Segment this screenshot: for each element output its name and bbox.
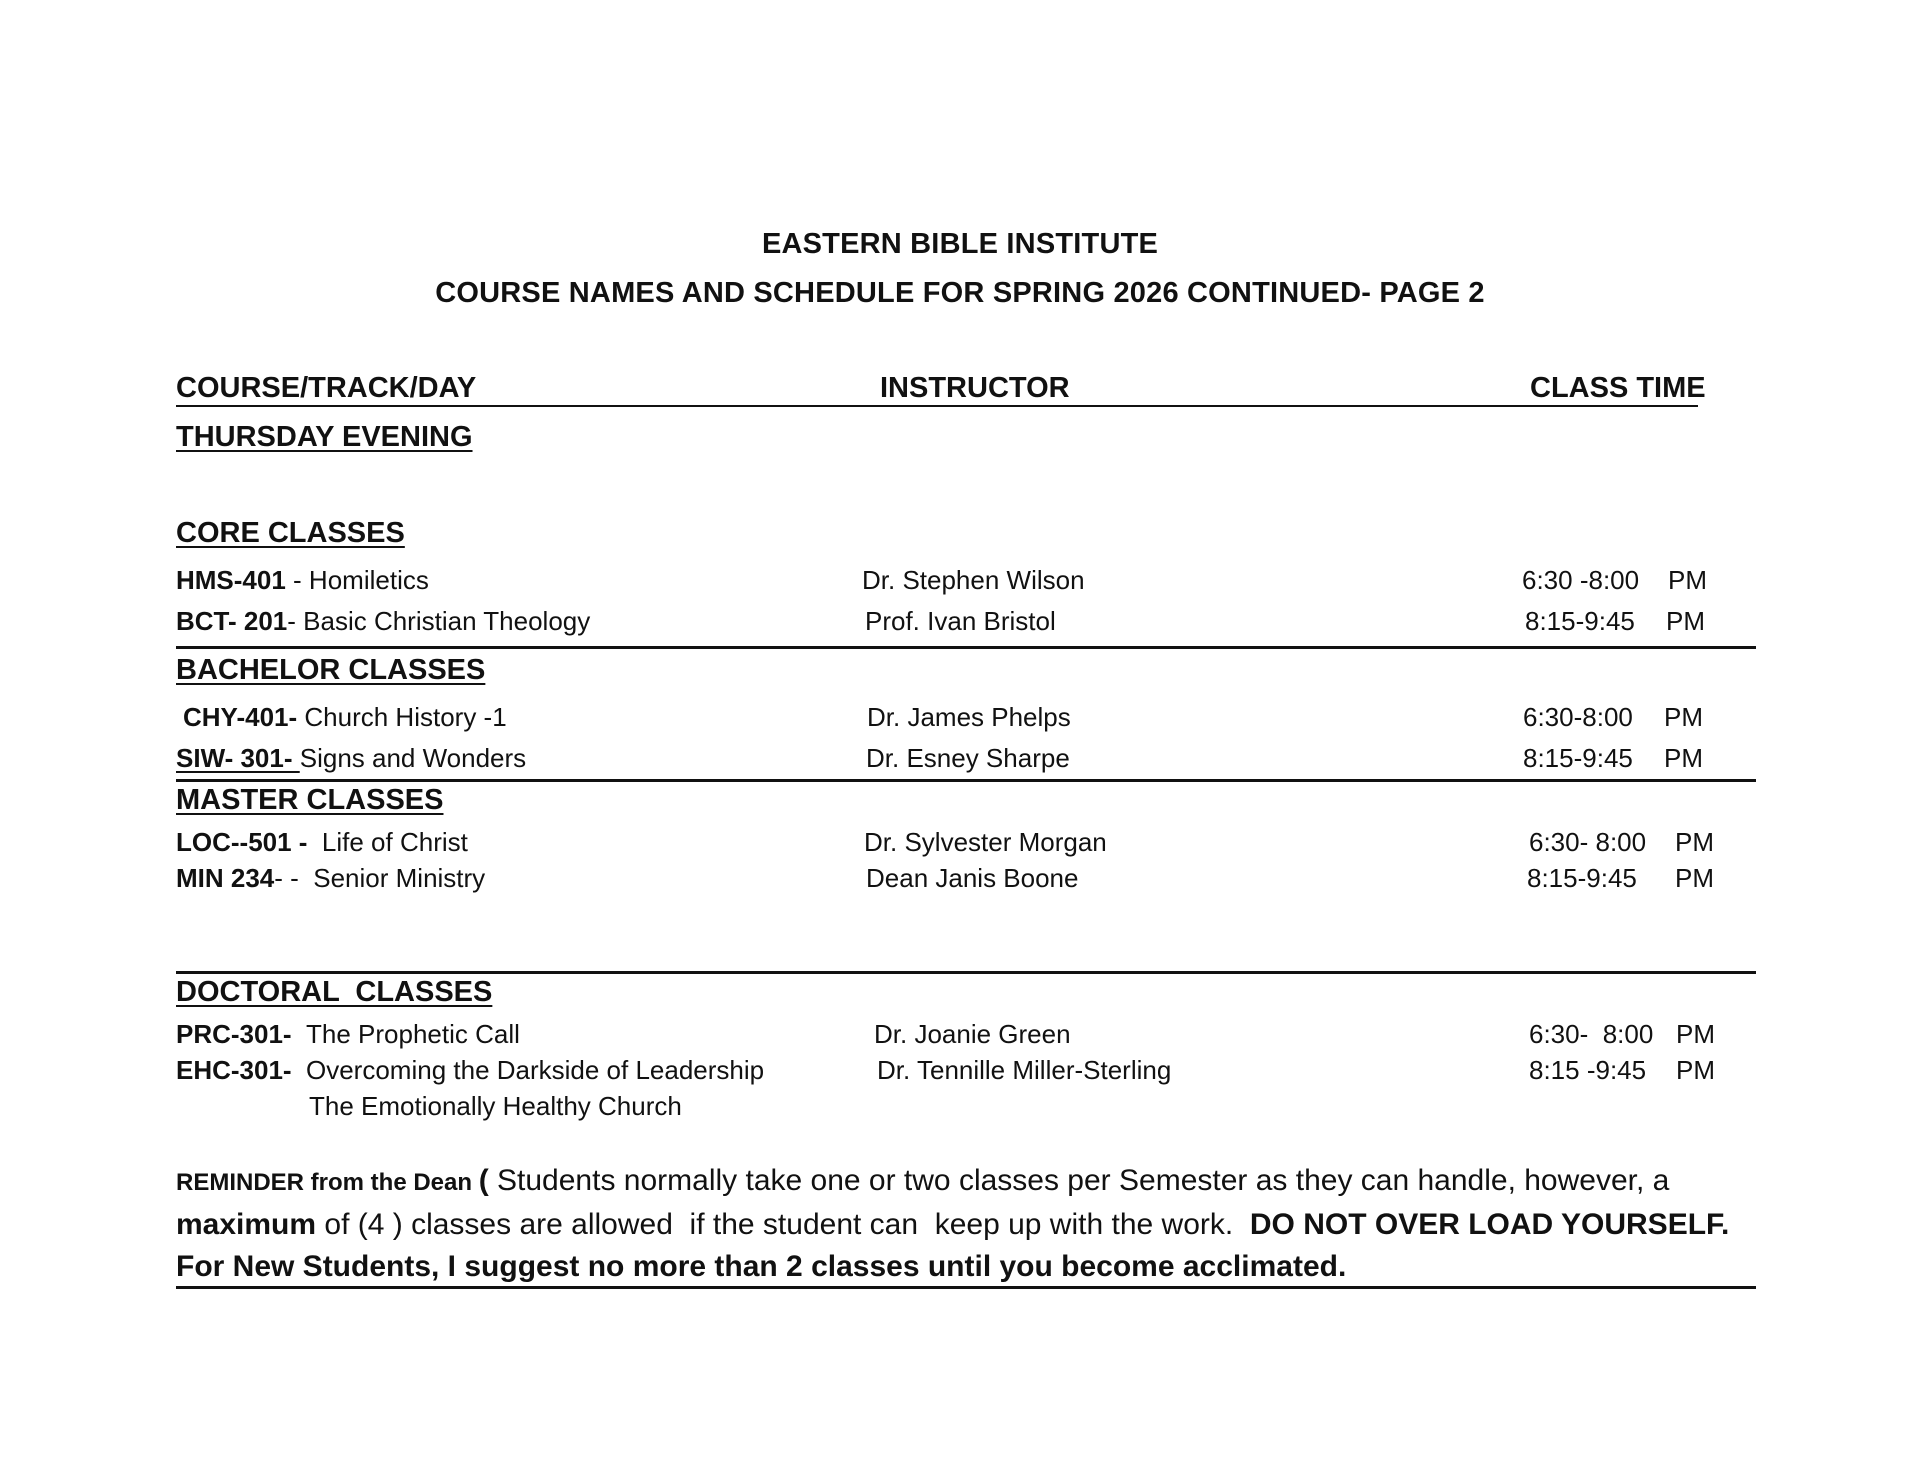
core-time-2: 8:15-9:45 bbox=[1525, 606, 1635, 636]
course-name: Signs and Wonders bbox=[299, 743, 527, 773]
course-name: - Basic Christian Theology bbox=[287, 606, 591, 636]
doctoral-section-title: DOCTORAL CLASSES bbox=[176, 976, 493, 1008]
course-code: HMS-401 bbox=[176, 565, 286, 595]
dean-reminder bbox=[176, 1160, 1776, 1288]
course-code: EHC-301- bbox=[176, 1055, 292, 1085]
course-code: PRC-301- bbox=[176, 1019, 292, 1049]
col-instructor-header: INSTRUCTOR bbox=[880, 372, 1070, 404]
core-ampm-1: PM bbox=[1668, 565, 1707, 595]
bachelor-time-2: 8:15-9:45 bbox=[1523, 743, 1633, 773]
bachelor-section-title: BACHELOR CLASSES bbox=[176, 654, 486, 686]
reminder-paren: ( bbox=[478, 1164, 498, 1197]
reminder-text-1: Students normally take one or two classes per Semester as they can handle, however, a bbox=[497, 1164, 1670, 1197]
doctoral-time-2: 8:15 -9:45 bbox=[1529, 1055, 1647, 1085]
bachelor-time-1: 6:30-8:00 bbox=[1523, 702, 1633, 732]
col-time-header: CLASS TIME bbox=[1530, 372, 1706, 404]
doctoral-course-name-1: The Prophetic Call bbox=[306, 1019, 520, 1049]
master-time-1: 6:30- 8:00 bbox=[1529, 827, 1647, 857]
reminder-label: REMINDER from the Dean bbox=[176, 1169, 479, 1196]
course-name: Life of Christ bbox=[307, 827, 468, 857]
section-divider bbox=[176, 971, 1756, 974]
course-name: - Homiletics bbox=[285, 565, 429, 595]
bachelor-course-1 bbox=[183, 702, 507, 733]
bachelor-instructor-2: Dr. Esney Sharpe bbox=[866, 743, 1070, 773]
course-code: SIW- 301- bbox=[176, 743, 300, 773]
doctoral-ampm-1: PM bbox=[1676, 1019, 1715, 1049]
core-course-2 bbox=[176, 606, 590, 637]
course-name: Church History -1 bbox=[297, 702, 507, 732]
core-ampm-2: PM bbox=[1666, 606, 1705, 636]
page-subtitle: COURSE NAMES AND SCHEDULE FOR SPRING 2026 CONTINUED- PAGE 2 bbox=[435, 277, 1485, 309]
doctoral-course-name-2: Overcoming the Darkside of Leadership bbox=[306, 1055, 765, 1085]
core-instructor-1: Dr. Stephen Wilson bbox=[862, 565, 1085, 595]
day-label: THURSDAY EVENING bbox=[176, 421, 473, 453]
doctoral-course-2 bbox=[176, 1055, 292, 1086]
course-code: LOC--501 - bbox=[176, 827, 308, 857]
core-time-1: 6:30 -8:00 bbox=[1522, 565, 1640, 595]
section-divider bbox=[176, 779, 1756, 782]
master-ampm-2: PM bbox=[1675, 863, 1714, 893]
master-ampm-1: PM bbox=[1675, 827, 1714, 857]
course-code: CHY-401- bbox=[183, 702, 298, 732]
master-course-1 bbox=[176, 827, 468, 858]
header-underline bbox=[176, 405, 1698, 407]
doctoral-instructor-1: Dr. Joanie Green bbox=[874, 1019, 1071, 1049]
master-section-title: MASTER CLASSES bbox=[176, 784, 444, 816]
course-code: MIN 234 bbox=[176, 863, 275, 893]
bachelor-course-2 bbox=[176, 743, 526, 774]
reminder-maximum: maximum bbox=[176, 1208, 317, 1241]
doctoral-instructor-2: Dr. Tennille Miller-Sterling bbox=[877, 1055, 1172, 1085]
section-divider bbox=[176, 646, 1756, 649]
institution-title: EASTERN BIBLE INSTITUTE bbox=[761, 228, 1159, 260]
col-course-header: COURSE/TRACK/DAY bbox=[176, 372, 477, 404]
doctoral-course-name-2b: The Emotionally Healthy Church bbox=[309, 1091, 682, 1121]
reminder-underline bbox=[176, 1286, 1756, 1289]
reminder-text-2: of (4 ) classes are allowed if the student can keep up with the work. bbox=[316, 1208, 1250, 1241]
master-course-2 bbox=[176, 863, 485, 894]
course-code: BCT- 201 bbox=[176, 606, 288, 636]
course-name: - - Senior Ministry bbox=[274, 863, 486, 893]
core-instructor-2: Prof. Ivan Bristol bbox=[865, 606, 1056, 636]
doctoral-ampm-2: PM bbox=[1676, 1055, 1715, 1085]
core-course-1 bbox=[176, 565, 429, 596]
master-instructor-2: Dean Janis Boone bbox=[866, 863, 1079, 893]
doctoral-time-1: 6:30- 8:00 bbox=[1529, 1019, 1654, 1049]
master-instructor-1: Dr. Sylvester Morgan bbox=[864, 827, 1107, 857]
reminder-new-students: For New Students, I suggest no more than 2 classes until you become acclimated. bbox=[176, 1250, 1347, 1283]
reminder-warning: DO NOT OVER LOAD YOURSELF. bbox=[1249, 1208, 1730, 1241]
doctoral-course-1 bbox=[176, 1019, 292, 1050]
master-time-2: 8:15-9:45 bbox=[1527, 863, 1637, 893]
bachelor-instructor-1: Dr. James Phelps bbox=[867, 702, 1071, 732]
core-section-title: CORE CLASSES bbox=[176, 517, 405, 549]
bachelor-ampm-2: PM bbox=[1664, 743, 1703, 773]
bachelor-ampm-1: PM bbox=[1664, 702, 1703, 732]
